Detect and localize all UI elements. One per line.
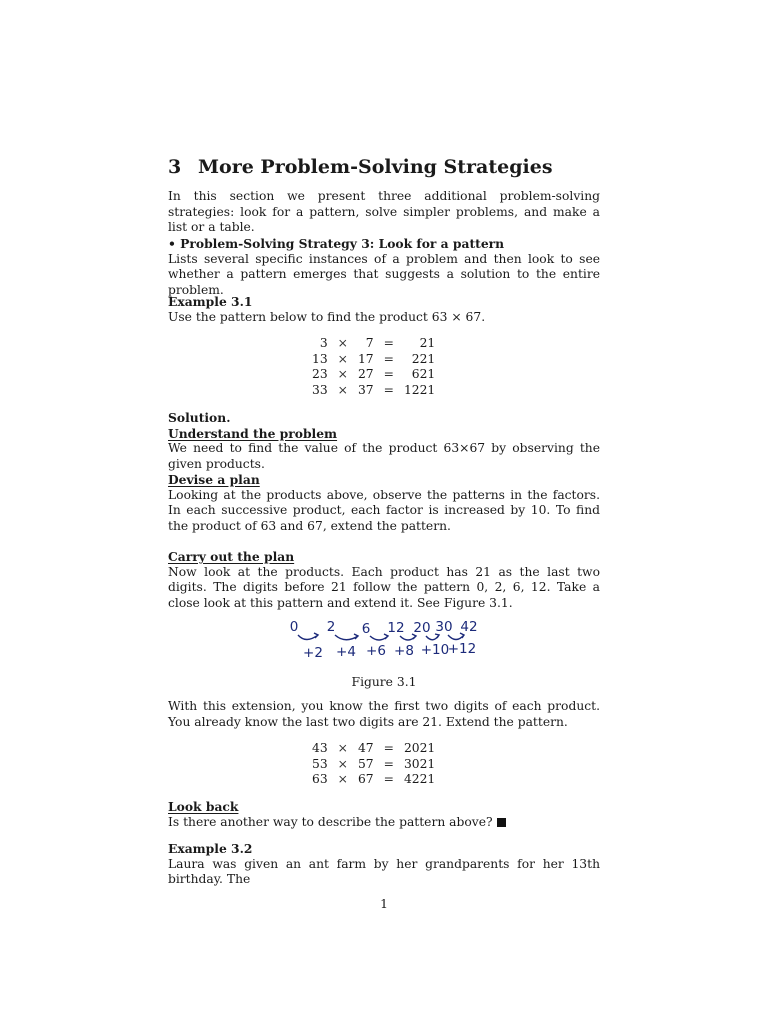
equals-sign: = [383,741,394,755]
equals-sign: = [383,772,394,787]
lookback-text: Is there another way to describe the pattern above? [168,814,493,829]
equals-sign: = [383,367,394,382]
example-3-2-heading: Example 3.2 [168,841,253,856]
factor-a: 3 [319,336,328,350]
table-row [308,772,439,788]
factor-b: 47 [357,741,374,755]
product: 221 [411,351,436,366]
devise-text: Looking at the products above, observe the patterns in the factors. In each successive product, each factor is increased by 10. To find the product of 63 and 67, extend the pattern. [168,487,600,533]
qed-square-icon [497,818,506,827]
factor-a: 63 [312,772,328,787]
table-row [308,367,439,383]
curved-arrow-icon [335,635,358,640]
arrowhead-icon [435,634,439,638]
difference-label: +12 [447,641,477,657]
difference-label: +2 [303,645,323,661]
curved-arrow-icon [448,635,464,640]
sequence-number: 2 [326,619,336,635]
table-row [308,741,439,757]
equals-sign: = [383,756,394,771]
example-3-2-text: Laura was given an ant farm by her grandparents for her 13th birthday. The [168,856,600,887]
factor-a: 33 [312,382,328,397]
factor-b: 57 [357,756,374,771]
page-number: 1 [380,897,388,911]
table-row [308,352,439,368]
example-3-2-block [168,841,600,888]
difference-label: +6 [366,643,386,659]
product: 21 [419,336,436,350]
pattern-figure [284,614,484,662]
example-3-1-heading: Example 3.1 [168,294,253,309]
example-3-1-text: Use the pattern below to find the product 63 × 67. [168,309,486,324]
times-sign: × [337,367,348,382]
sequence-number: 42 [460,619,478,635]
sequence-number: 30 [435,619,453,635]
factor-b: 27 [357,367,374,382]
carry-block [168,549,600,611]
times-sign: × [337,772,348,787]
section-title-text: More Problem-Solving Strategies [198,156,553,178]
equals-sign: = [383,382,394,397]
factor-a: 23 [312,367,328,382]
factor-b: 17 [357,351,374,366]
devise-block [168,472,600,534]
times-sign: × [337,756,348,771]
solution-label: Solution. [168,410,231,425]
difference-label: +4 [336,644,356,660]
understand-heading: Understand the problem [168,425,338,441]
table-row [308,757,439,773]
product: 1221 [403,382,436,397]
section-number: 3 [168,156,182,178]
extension-paragraph: With this extension, you know the first two digits of each product. You already know the last two digits are 21. Extend the pattern. [168,699,600,729]
times-sign: × [337,741,348,755]
sequence-number: 20 [413,620,431,636]
intro-paragraph: In this section we present three additional problem-solving strategies: look for a pattern, solve simpler problems, and make a list or a table. [168,189,600,235]
equals-sign: = [383,336,394,350]
difference-label: +8 [394,643,414,659]
lookback-heading: Look back [168,799,239,814]
factor-b: 7 [365,336,374,350]
lookback-block [168,799,600,830]
times-sign: × [337,336,348,350]
pattern-table [308,336,439,398]
difference-label: +10 [420,642,450,658]
factor-b: 67 [357,772,374,787]
devise-heading: Devise a plan [168,472,260,487]
example-3-1-intro [168,294,600,325]
factor-b: 37 [357,382,374,397]
strategy-3-block [168,236,600,298]
sequence-number: 12 [387,620,405,636]
carry-heading: Carry out the plan [168,549,295,564]
carry-text: Now look at the products. Each product has 21 as the last two digits. The digits before 21 follow the pattern 0, 2, 6, 12. Take a close look at this pattern and extend it. See Figure 3.1. [168,564,600,610]
product: 4221 [403,772,436,787]
strategy-3-heading: • Problem-Solving Strategy 3: Look for a pattern [168,236,505,251]
table-row [308,336,439,352]
product: 2021 [403,741,436,755]
solution-block [168,410,600,472]
factor-a: 13 [312,351,328,366]
equals-sign: = [383,351,394,366]
section-title [168,156,553,178]
product: 621 [411,367,436,382]
product: 3021 [403,756,436,771]
factor-a: 43 [312,741,328,755]
figure-caption: Figure 3.1 [351,675,417,689]
extended-pattern-table [308,741,439,788]
times-sign: × [337,351,348,366]
understand-text: We need to find the value of the product 63×67 by observing the given products. [168,441,600,471]
strategy-3-text: Lists several specific instances of a problem and then look to see whether a pattern emerges that suggests a solution to the entire problem. [168,251,600,297]
sequence-number: 0 [289,619,299,635]
lookback-line [168,815,600,831]
sequence-number: 6 [361,621,371,637]
times-sign: × [337,382,348,397]
factor-a: 53 [312,756,328,771]
table-row [308,383,439,399]
